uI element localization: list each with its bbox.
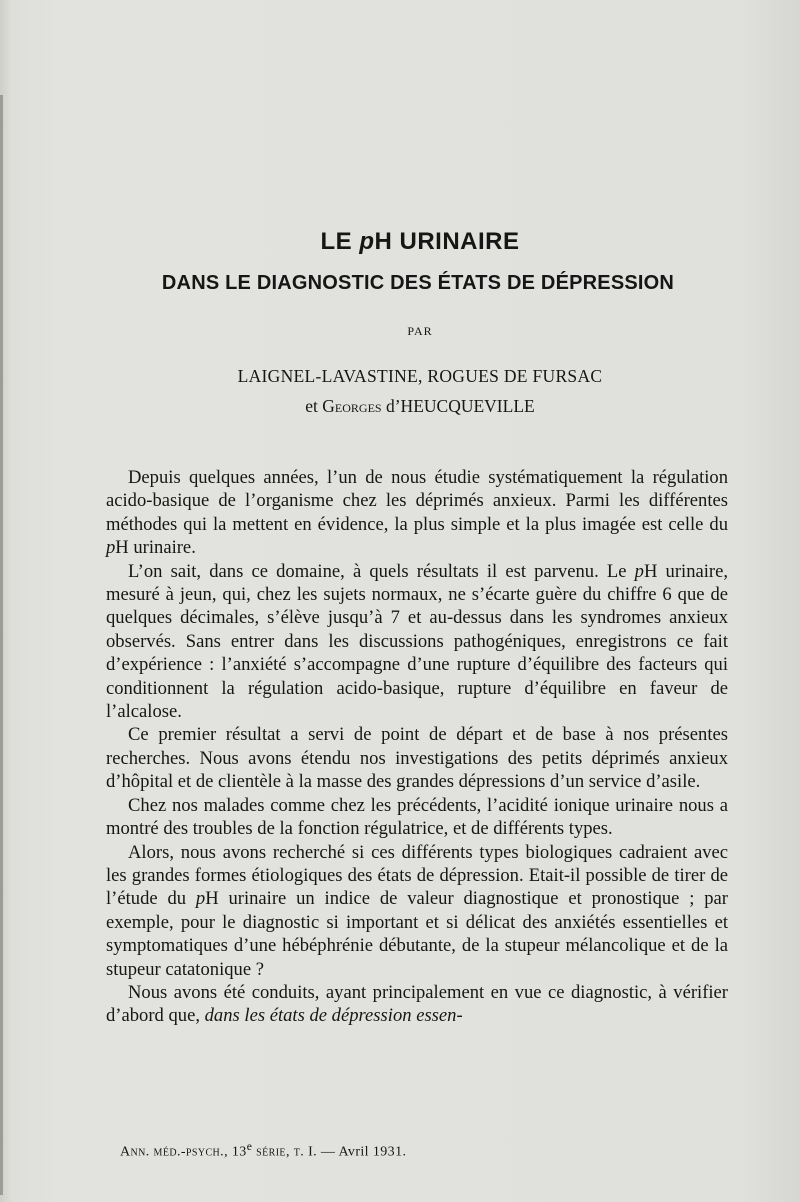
ph-p-italic: p bbox=[106, 537, 116, 559]
paragraph-2-text: L’on sait, dans ce domaine, à quels résultats il est parvenu. Le bbox=[128, 560, 635, 582]
paragraph-3: Ce premier résultat a servi de point de départ et de base à nos présentes recherches. Nous avons étendu nos investigations des petits déprimés anxieux d’hôpital et de clientèle à la masse des grandes dépressions d’un service d’asile. bbox=[106, 724, 728, 793]
paragraph-2 bbox=[106, 560, 728, 724]
title-prefix: LE bbox=[320, 228, 360, 255]
paragraph-1 bbox=[106, 466, 728, 560]
title-suffix: H URINAIRE bbox=[374, 228, 520, 255]
article-title bbox=[0, 228, 800, 256]
paragraph-6-text: Nous avons été conduits, ayant principalement en vue ce diagnostic, à vérifier d’abord que, bbox=[106, 981, 728, 1027]
issue-date: — Avril 1931. bbox=[317, 1144, 407, 1160]
by-line: PAR bbox=[407, 324, 433, 338]
paragraph-6-italic: dans les états de dépression essen- bbox=[204, 1005, 463, 1027]
paragraph-1-text: Depuis quelques années, l’un de nous étudie systématiquement la régulation acido-basique de l’organisme chez les déprimés anxieux. Parmi les différentes méthodes qui la mettent en évidence, la plus simple et la plus imagée est celle du bbox=[106, 467, 728, 535]
binding-edge bbox=[0, 95, 11, 1195]
journal-name: Ann. méd.-psych., bbox=[120, 1144, 228, 1160]
author-first-name: Georges bbox=[322, 396, 386, 416]
series-label: série, bbox=[252, 1144, 290, 1160]
authors-line-2 bbox=[0, 396, 800, 417]
paragraph-5 bbox=[106, 841, 728, 981]
ph-p-italic: p bbox=[195, 888, 206, 910]
author-surname: d’HEUCQUEVILLE bbox=[385, 396, 535, 416]
authors-line-1: LAIGNEL-LAVASTINE, ROGUES DE FURSAC bbox=[237, 366, 603, 386]
paragraph-6 bbox=[106, 981, 728, 1028]
title-ph-p: p bbox=[359, 228, 375, 255]
series-superscript: e bbox=[246, 1140, 253, 1153]
paragraph-5-text: Alors, nous avons recherché si ces différents types biologiques cadraient avec les grandes formes étiologiques des états de dépression. Etait-il possible de tirer de l’étude du bbox=[106, 841, 728, 910]
ph-p-italic: p bbox=[634, 560, 644, 582]
article-subtitle: DANS LE DIAGNOSTIC DES ÉTATS DE DÉPRESSION bbox=[161, 272, 675, 294]
paragraph-1-end: H urinaire. bbox=[115, 537, 196, 559]
volume-label: t. I. bbox=[289, 1144, 318, 1160]
paragraph-4: Chez nos malades comme chez les précédents, l’acidité ionique urinaire nous a montré des troubles de la fonction régulatrice, et de différents types. bbox=[106, 794, 728, 840]
authors-et: et bbox=[305, 396, 323, 416]
journal-footer bbox=[120, 1140, 406, 1161]
series-number: 13 bbox=[227, 1144, 247, 1160]
paragraph-2-end: H urinaire, mesuré à jeun, qui, chez les sujets normaux, ne s’écarte guère du chiffre 6 que de quelques décimales, s’élève jusqu’à 7 et au-dessus dans les syndromes anxieux observés. Sans entrer dans les discussions pathogéniques, enregistrons ce fait d’expérience : l’anxiété s’accompagne d’une rupture d’équilibre des facteurs qui conditionnent la régulation acido-basique, rupture d’équilibre en faveur de l’alcalose. bbox=[106, 560, 729, 723]
article-body bbox=[106, 466, 728, 1028]
paragraph-5-end: H urinaire un indice de valeur diagnostique et pronostique ; par exemple, pour le diagnostic si important et si délicat des anxiétés essentielles et symptomatiques d’une hébéphrénie débutante, de la stupeur mélancolique et de la stupeur catatonique ? bbox=[106, 888, 729, 980]
